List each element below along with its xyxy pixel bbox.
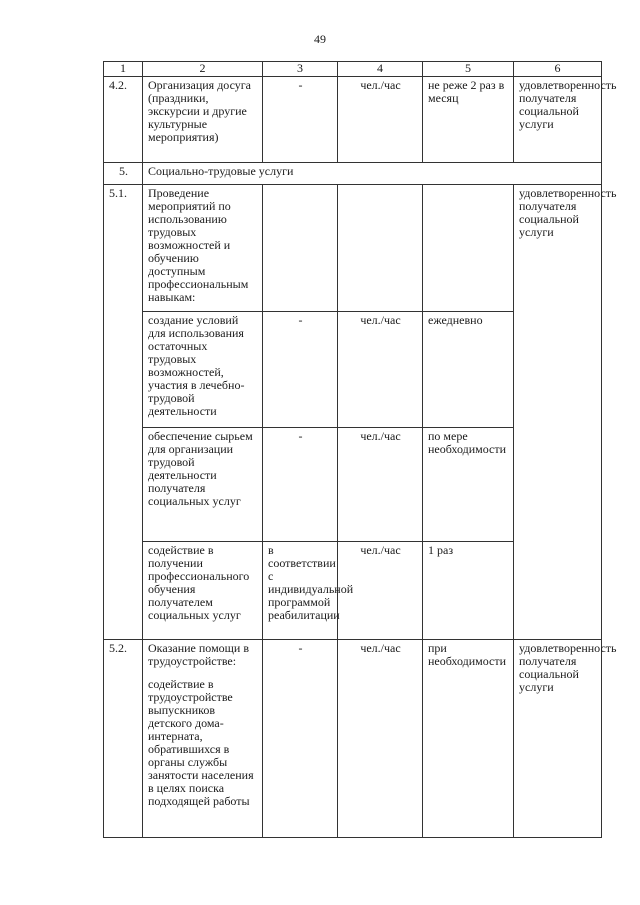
row-number: 5.2. — [104, 640, 143, 838]
section-title: Социально-трудовые услуги — [143, 163, 602, 185]
service-unit: чел./час — [338, 77, 423, 163]
service-unit — [338, 185, 423, 312]
service-name: Организация досуга (праздники, экскурсии и другие культурные мероприятия) — [143, 77, 263, 163]
service-unit: чел./час — [338, 428, 423, 542]
service-frequency: 1 раз — [423, 542, 514, 640]
page-number: 49 — [314, 32, 326, 46]
row-number: 4.2. — [104, 77, 143, 163]
service-col-3: - — [263, 312, 338, 428]
row-number: 5. — [104, 163, 143, 185]
service-criterion: удовлетворенность получателя социальной услуги — [514, 185, 602, 640]
table-row-5 — [104, 163, 602, 185]
service-col-3: - — [263, 640, 338, 838]
service-frequency: при необходимости — [423, 640, 514, 838]
service-frequency: ежедневно — [423, 312, 514, 428]
row-number: 5.1. — [104, 185, 143, 640]
service-name: содействие в получении профессионального обучения получателем социальных услуг — [143, 542, 263, 640]
service-unit: чел./час — [338, 312, 423, 428]
table-row-4-2 — [104, 77, 602, 163]
header-col-4: 4 — [338, 62, 423, 77]
service-col-3: - — [263, 428, 338, 542]
service-name: создание условий для использования остаточных трудовых возможностей, участия в лечебно-трудовой деятельности — [143, 312, 263, 428]
service-name-main: Оказание помощи в трудоустройстве: — [148, 641, 249, 668]
service-unit: чел./час — [338, 542, 423, 640]
header-col-6: 6 — [514, 62, 602, 77]
service-criterion: удовлетворенность получателя социальной услуги — [514, 640, 602, 838]
service-name — [143, 640, 263, 838]
table-row-5-1 — [104, 185, 602, 312]
service-criterion: удовлетворенность получателя социальной услуги — [514, 77, 602, 163]
service-unit: чел./час — [338, 640, 423, 838]
header-col-1: 1 — [104, 62, 143, 77]
table-header-row — [104, 62, 602, 77]
service-name-sub: содействие в трудоустройстве выпускников детского дома-интерната, обратившихся в органы службы занятости населения в целях поиска подходящей работы — [148, 677, 254, 808]
services-table — [103, 61, 617, 838]
header-col-3: 3 — [263, 62, 338, 77]
service-frequency — [423, 185, 514, 312]
service-col-3: в соответствии с индивидуальной программой реабилитации — [263, 542, 338, 640]
table-row-5-2 — [104, 640, 602, 838]
service-frequency: не реже 2 раз в месяц — [423, 77, 514, 163]
service-name: обеспечение сырьем для организации трудовой деятельности получателя социальных услуг — [143, 428, 263, 542]
service-col-3: - — [263, 77, 338, 163]
header-col-5: 5 — [423, 62, 514, 77]
service-name: Проведение мероприятий по использованию трудовых возможностей и обучению доступным профессиональным навыкам: — [143, 185, 263, 312]
service-col-3 — [263, 185, 338, 312]
header-col-2: 2 — [143, 62, 263, 77]
service-frequency: по мере необходимости — [423, 428, 514, 542]
